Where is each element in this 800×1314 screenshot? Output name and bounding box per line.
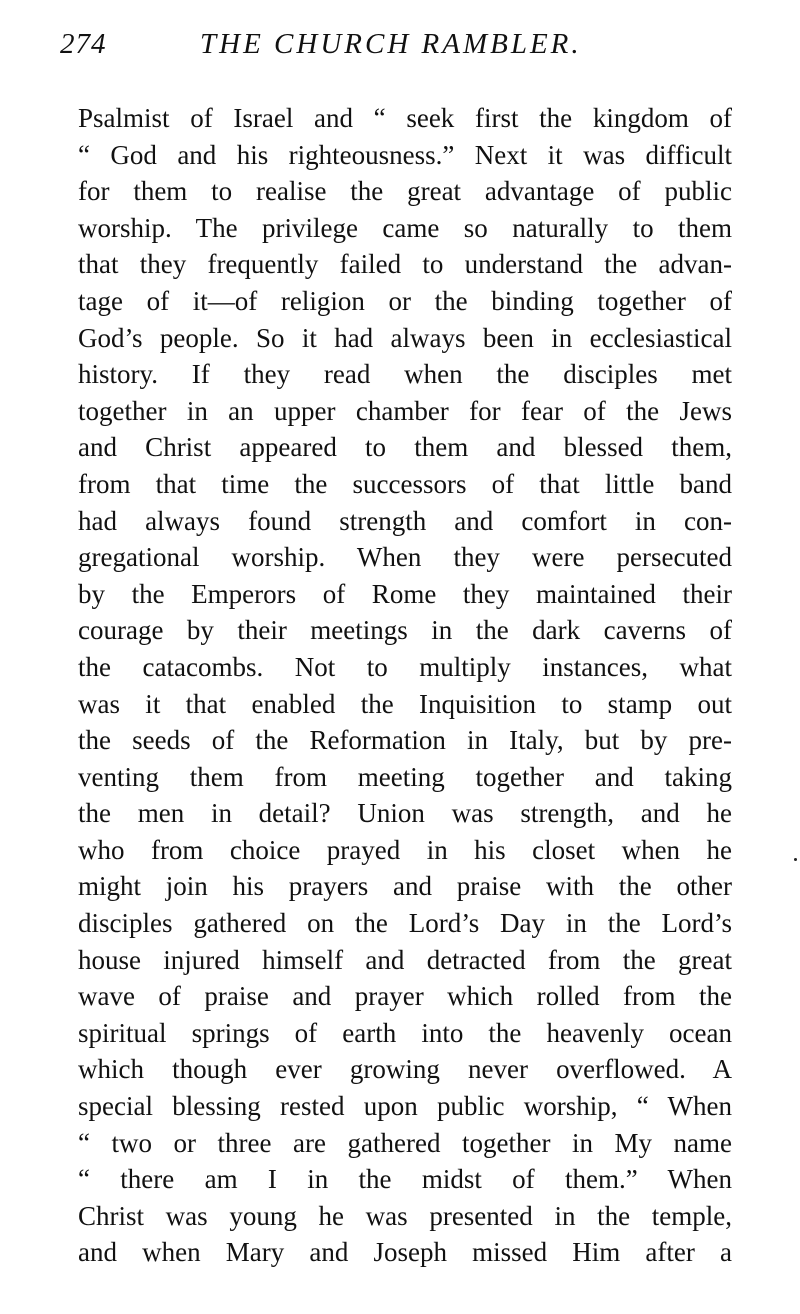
text-line: might join his prayers and praise with the other [78,871,732,902]
text-line: tage of it—of religion or the binding together of [78,285,732,316]
text-line: which though ever growing never overflowed. A [78,1054,732,1085]
text-line: worship. The privilege came so naturally to them [78,212,732,243]
text-line: from that time the successors of that little band [78,468,732,499]
text-line: “ two or three are gathered together in My name [78,1127,732,1158]
text-line: spiritual springs of earth into the heavenly ocean [78,1017,732,1048]
text-line: disciples gathered on the Lord’s Day in the Lord’s [78,908,732,939]
text-line: Christ was young he was presented in the temple, [78,1200,732,1231]
text-line: venting them from meeting together and taking [78,761,732,792]
text-line: gregational worship. When they were persecuted [78,542,732,573]
text-line: by the Emperors of Rome they maintained their [78,578,732,609]
text-line: who from choice prayed in his closet when he [78,834,732,865]
page-number: 274 [60,28,107,60]
text-line: special blessing rested upon public worship, “ When [78,1091,732,1122]
text-line: wave of praise and prayer which rolled from the [78,981,732,1012]
text-line: the men in detail? Union was strength, and he [78,798,732,829]
text-line: and when Mary and Joseph missed Him after a [78,1237,732,1268]
body-text [78,100,732,1271]
margin-speck [794,858,797,861]
text-line: together in an upper chamber for fear of the Jews [78,395,732,426]
running-title: THE CHURCH RAMBLER. [200,28,582,60]
text-line: that they frequently failed to understand the advan- [78,249,732,280]
running-head [60,28,740,72]
text-line: had always found strength and comfort in con- [78,505,732,536]
text-line: courage by their meetings in the dark caverns of [78,615,732,646]
text-line: house injured himself and detracted from the great [78,944,732,975]
text-line: history. If they read when the disciples met [78,359,732,390]
text-line: the catacombs. Not to multiply instances, what [78,651,732,682]
text-line: was it that enabled the Inquisition to stamp out [78,688,732,719]
text-line: the seeds of the Reformation in Italy, but by pre- [78,725,732,756]
text-line: “ God and his righteousness.” Next it was difficult [78,139,732,170]
text-line: God’s people. So it had always been in ecclesiastical [78,322,732,353]
text-line: and Christ appeared to them and blessed them, [78,432,732,463]
text-line: “ there am I in the midst of them.” When [78,1164,732,1195]
text-line: for them to realise the great advantage of public [78,176,732,207]
text-line: Psalmist of Israel and “ seek first the kingdom of [78,103,732,133]
